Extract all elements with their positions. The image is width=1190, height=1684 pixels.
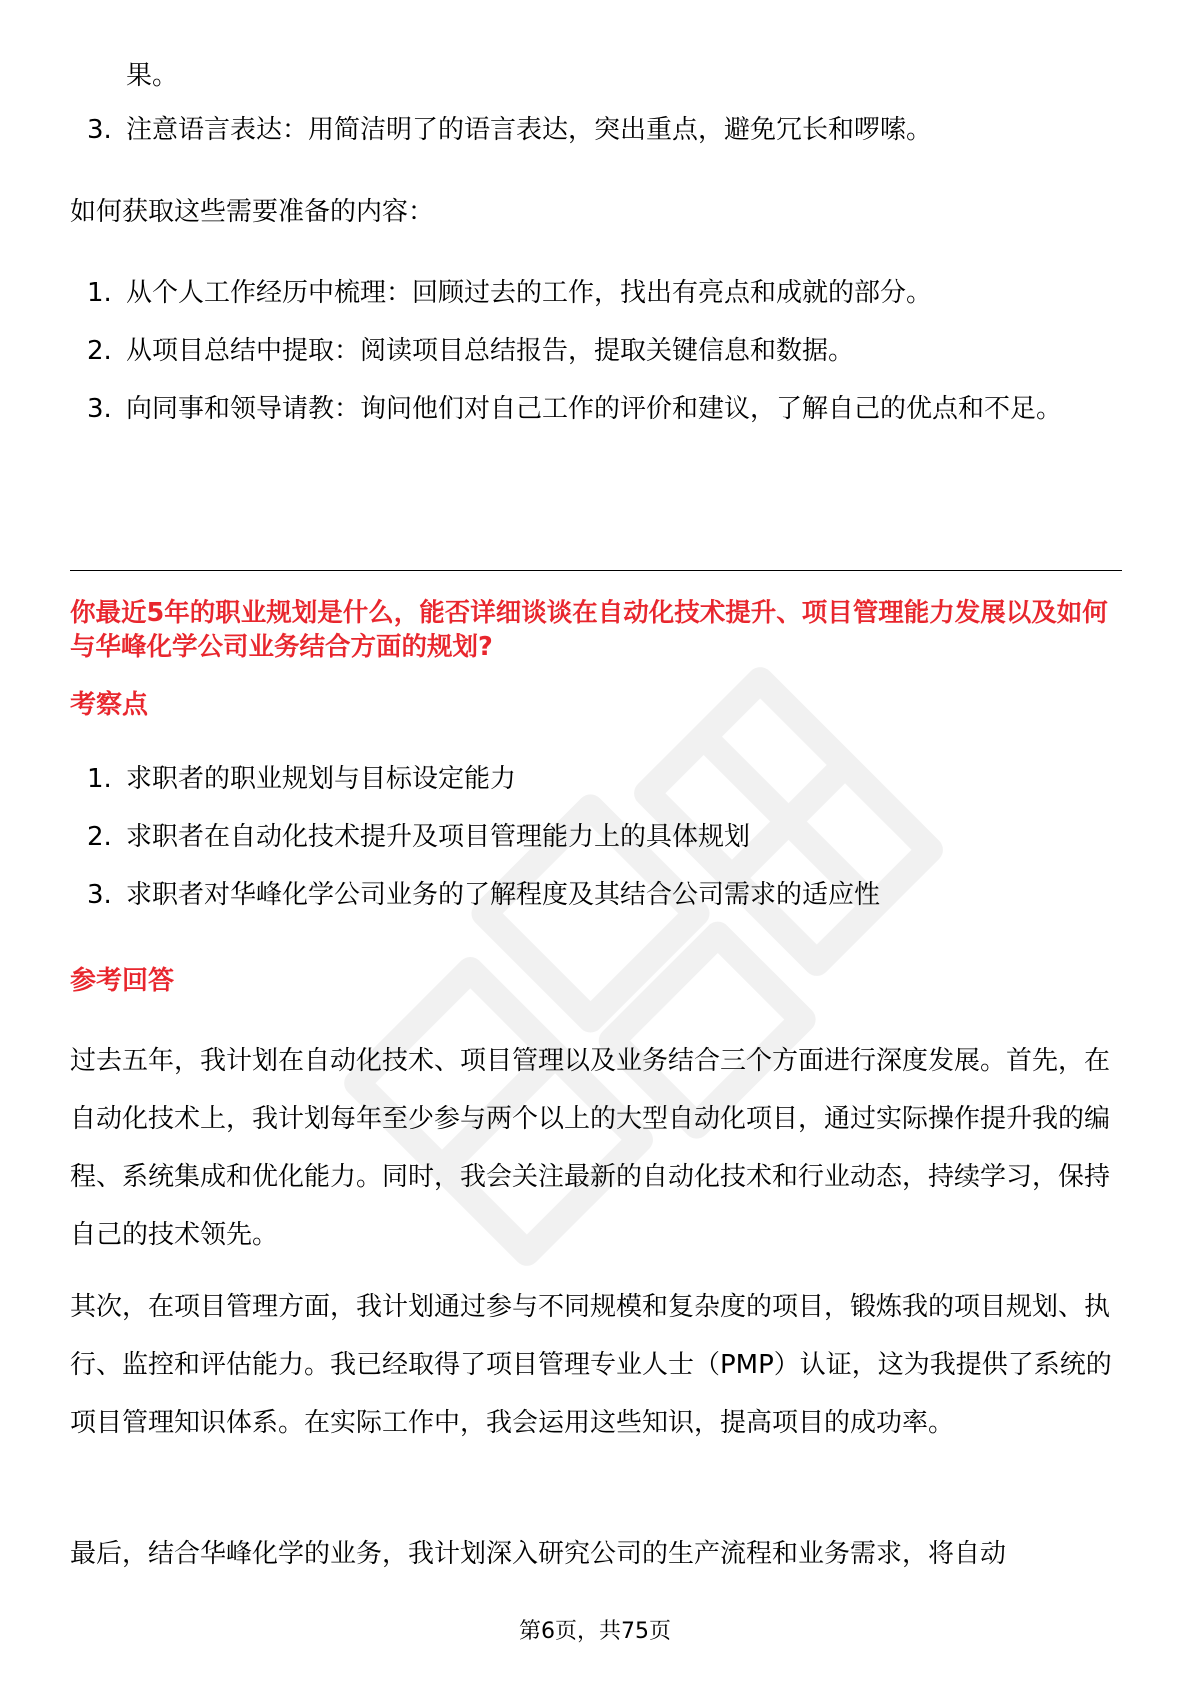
continuation-tail [70,47,1122,105]
prep-heading [70,183,1122,241]
prep-heading-text: 如何获取这些需要准备的内容： [70,197,435,227]
list-item-text: 果。 [126,61,179,91]
list-item-text: 向同事和领导请教：询问他们对自己工作的评价和建议，了解自己的优点和不足。 [126,394,1063,424]
question-title: 你最近5年的职业规划是什么，能否详细谈谈在自动化技术提升、项目管理能力发展以及如何与华峰化学公司业务结合方面的规划? [70,598,1108,662]
list-number: 2. [87,822,112,852]
list-number: 1. [87,278,112,308]
focus-label: 考察点 [70,690,149,720]
page-footer: 第6页，共75页 [519,1619,671,1644]
list-number: 1. [87,764,112,794]
answer-paragraph: 其次，在项目管理方面，我计划通过参与不同规模和复杂度的项目，锻炼我的项目规划、执行、监控和评估能力。我已经取得了项目管理专业人士（PMP）认证，这为我提供了系统的项目管理知识体系。在实际工作中，我会运用这些知识，提高项目的成功率。 [70,1292,1112,1438]
focus-list [70,750,1122,924]
list-item-text: 从个人工作经历中梳理：回顾过去的工作，找出有亮点和成就的部分。 [126,278,933,308]
list-item-text: 求职者对华峰化学公司业务的了解程度及其结合公司需求的适应性 [126,880,881,910]
prep-list [70,264,1122,438]
continuation-item-3 [70,101,1122,159]
list-item-text: 求职者在自动化技术提升及项目管理能力上的具体规划 [126,822,751,852]
answer-paragraph: 过去五年，我计划在自动化技术、项目管理以及业务结合三个方面进行深度发展。首先，在自动化技术上，我计划每年至少参与两个以上的大型自动化项目，通过实际操作提升我的编程、系统集成和优化能力。同时，我会关注最新的自动化技术和行业动态，持续学习，保持自己的技术领先。 [70,1046,1111,1250]
list-number: 2. [87,336,112,366]
list-item-text: 求职者的职业规划与目标设定能力 [126,764,517,794]
list-item [70,264,1122,322]
list-item-text: 注意语言表达：用简洁明了的语言表达，突出重点，避免冗长和啰嗦。 [126,115,933,145]
list-item-text: 从项目总结中提取：阅读项目总结报告，提取关键信息和数据。 [126,336,855,366]
list-item [70,322,1122,380]
answer-paragraph: 最后，结合华峰化学的业务，我计划深入研究公司的生产流程和业务需求，将自动 [70,1539,1007,1569]
list-item [70,808,1122,866]
section-divider [70,570,1122,571]
list-number: 3. [87,115,112,145]
list-number: 3. [87,880,112,910]
list-item [70,380,1122,438]
list-number: 3. [87,394,112,424]
list-item [70,750,1122,808]
answer-label: 参考回答 [70,966,175,996]
list-item [70,866,1122,924]
